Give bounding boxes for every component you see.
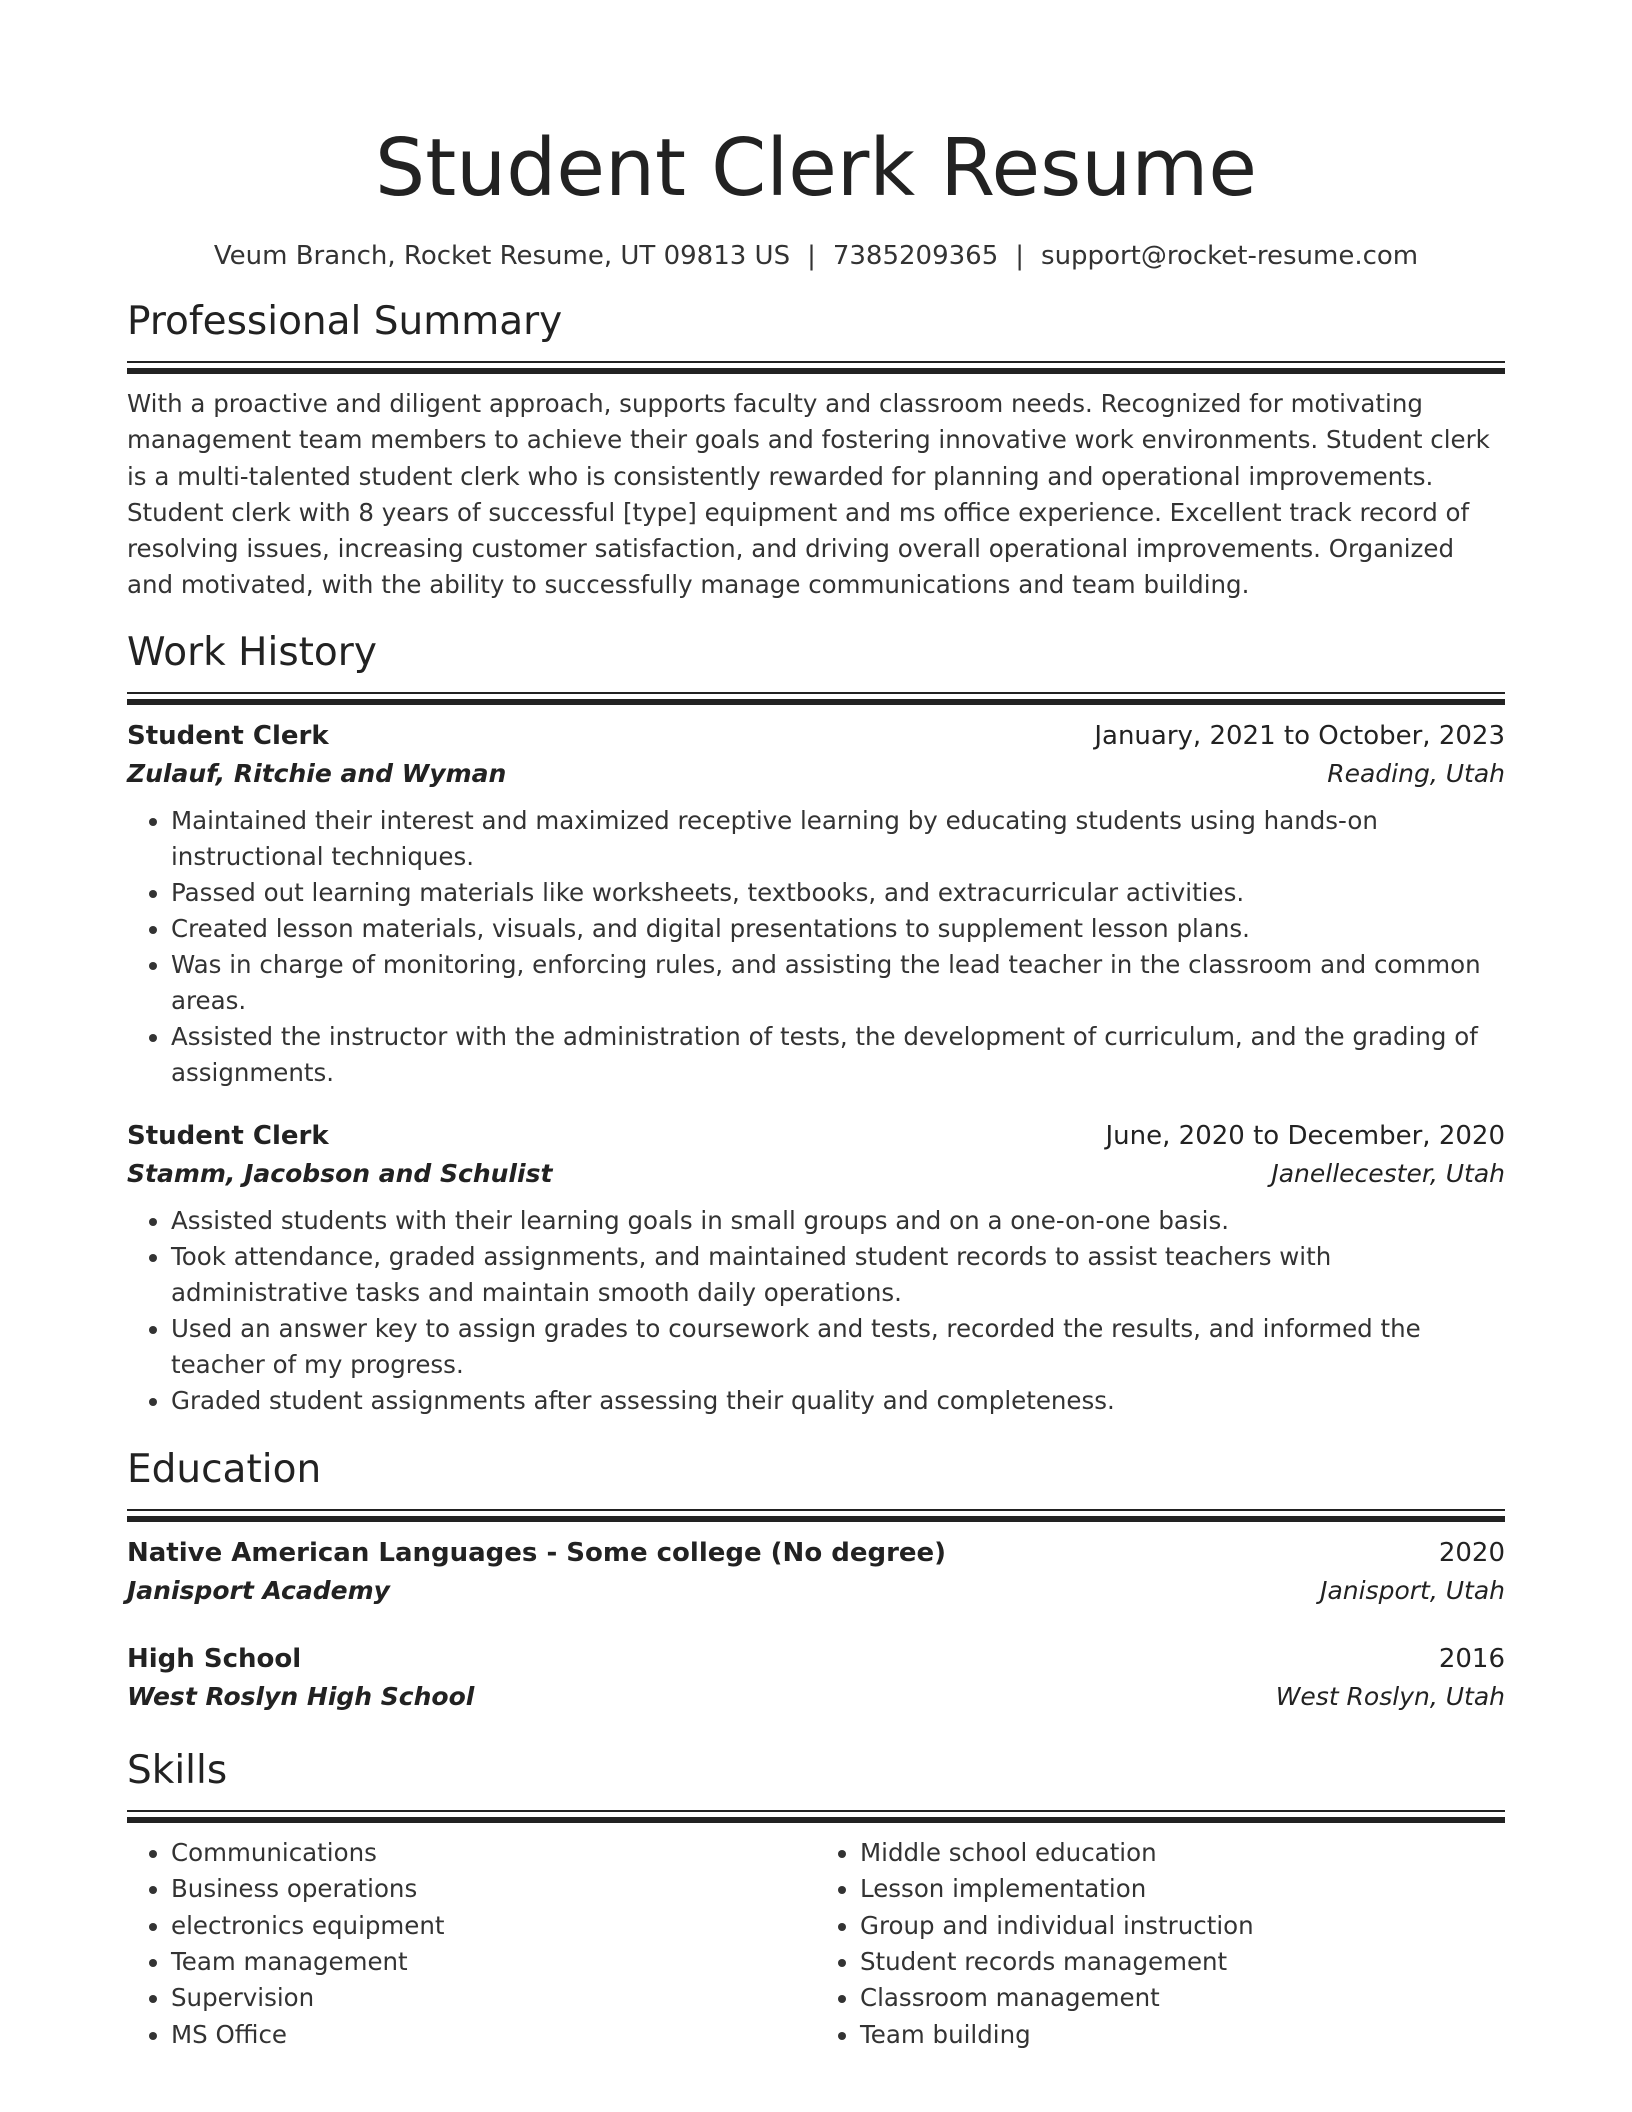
duty-item: • Graded student assignments after assessing their quality and completeness. xyxy=(171,1383,1505,1419)
job-header xyxy=(127,717,1505,755)
skill-item: • Classroom management xyxy=(860,1980,1505,2016)
education-section xyxy=(127,1445,1505,1716)
work-history-section xyxy=(127,628,1505,1419)
section-heading-skills: Skills xyxy=(127,1747,228,1793)
skill-item: • electronics equipment xyxy=(171,1908,816,1944)
duty-item: • Passed out learning materials like worksheets, textbooks, and extracurricular activities. xyxy=(171,875,1505,911)
duty-item: • Maintained their interest and maximized receptive learning by educating students using hands-on instructional techniques. xyxy=(171,803,1505,875)
resume-title: Student Clerk Resume xyxy=(375,122,1257,214)
education-degree: High School xyxy=(127,1643,302,1674)
section-divider xyxy=(127,368,1505,374)
skill-item: • Team building xyxy=(860,2017,1505,2053)
skill-item: • Middle school education xyxy=(860,1835,1505,1871)
education-subheader xyxy=(127,1678,1505,1716)
education-year: 2020 xyxy=(1438,1537,1505,1568)
section-heading-summary: Professional Summary xyxy=(127,299,563,344)
job-company: Stamm, Jacobson and Schulist xyxy=(127,1158,553,1188)
education-entry xyxy=(127,1640,1505,1716)
skills-column-left xyxy=(127,1835,816,2053)
job-entry xyxy=(127,717,1505,1091)
job-location: Reading, Utah xyxy=(1327,758,1505,788)
job-title: Student Clerk xyxy=(127,720,329,751)
job-entry xyxy=(127,1117,1505,1419)
contact-separator: | xyxy=(1015,241,1025,271)
job-header xyxy=(127,1117,1505,1155)
job-dates: January, 2021 to October, 2023 xyxy=(1094,720,1505,751)
job-subheader xyxy=(127,755,1505,793)
summary-text: With a proactive and diligent approach, supports faculty and classroom needs. Recognized for motivating management team members to achieve their goals and fostering innovative work environments. Student clerk is a multi-talented student clerk who is consistently rewarded for planning and operational improvements. Student clerk with 8 years of successful [type] equipment and ms office experience. Excellent track record of resolving issues, increasing customer satisfaction, and driving overall operational improvements. Organized and motivated, with the ability to successfully manage communications and team building. xyxy=(127,389,1490,600)
contact-phone: 7385209365 xyxy=(832,241,999,271)
skill-item: • Group and individual instruction xyxy=(860,1908,1505,1944)
contact-line xyxy=(127,239,1505,273)
skills-section xyxy=(127,1746,1505,2053)
skill-item: • Team management xyxy=(171,1944,816,1980)
section-divider xyxy=(127,1817,1505,1823)
section-divider xyxy=(127,1516,1505,1522)
section-divider xyxy=(127,361,1505,363)
skills-list xyxy=(127,1835,1505,2053)
education-year: 2016 xyxy=(1438,1643,1505,1674)
section-divider xyxy=(127,692,1505,694)
job-company: Zulauf, Ritchie and Wyman xyxy=(127,758,507,788)
education-header xyxy=(127,1640,1505,1678)
section-heading-work-history: Work History xyxy=(127,629,377,675)
duty-item: • Assisted the instructor with the administration of tests, the development of curriculum, and the grading of assignments. xyxy=(171,1019,1505,1091)
duty-item: • Assisted students with their learning goals in small groups and on a one-on-one basis. xyxy=(171,1203,1505,1239)
skill-item: • MS Office xyxy=(171,2017,816,2053)
education-degree: Native American Languages - Some college (No degree) xyxy=(127,1537,947,1568)
section-divider xyxy=(127,699,1505,705)
job-location: Janellecester, Utah xyxy=(1271,1158,1505,1188)
job-subheader xyxy=(127,1155,1505,1193)
contact-email: support@rocket-resume.com xyxy=(1041,241,1419,271)
contact-separator: | xyxy=(807,241,816,271)
education-school: Janisport Academy xyxy=(127,1575,390,1605)
summary-section xyxy=(127,297,1505,604)
education-entry xyxy=(127,1534,1505,1610)
duty-item: • Created lesson materials, visuals, and digital presentations to supplement lesson plans. xyxy=(171,911,1505,947)
education-location: West Roslyn, Utah xyxy=(1275,1681,1505,1711)
education-location: Janisport, Utah xyxy=(1320,1575,1505,1605)
education-school: West Roslyn High School xyxy=(127,1681,475,1711)
section-divider xyxy=(127,1509,1505,1511)
duty-item: • Used an answer key to assign grades to coursework and tests, recorded the results, and informed the teacher of my progress. xyxy=(171,1311,1505,1383)
skill-item: • Communications xyxy=(171,1835,816,1871)
skills-column-right xyxy=(816,1835,1505,2053)
duty-item: • Was in charge of monitoring, enforcing rules, and assisting the lead teacher in the classroom and common areas. xyxy=(171,947,1505,1019)
job-duties xyxy=(127,803,1505,1091)
job-title: Student Clerk xyxy=(127,1120,329,1151)
job-duties xyxy=(127,1203,1505,1419)
duty-item: • Took attendance, graded assignments, and maintained student records to assist teachers with administrative tasks and maintain smooth daily operations. xyxy=(171,1239,1505,1311)
skill-item: • Business operations xyxy=(171,1871,816,1907)
skill-item: • Supervision xyxy=(171,1980,816,2016)
section-heading-education: Education xyxy=(127,1446,322,1492)
job-dates: June, 2020 to December, 2020 xyxy=(1105,1120,1505,1151)
section-divider xyxy=(127,1810,1505,1812)
education-subheader xyxy=(127,1572,1505,1610)
skill-item: • Lesson implementation xyxy=(860,1871,1505,1907)
education-header xyxy=(127,1534,1505,1572)
skill-item: • Student records management xyxy=(860,1944,1505,1980)
contact-address: Veum Branch, Rocket Resume, UT 09813 US xyxy=(213,241,791,271)
